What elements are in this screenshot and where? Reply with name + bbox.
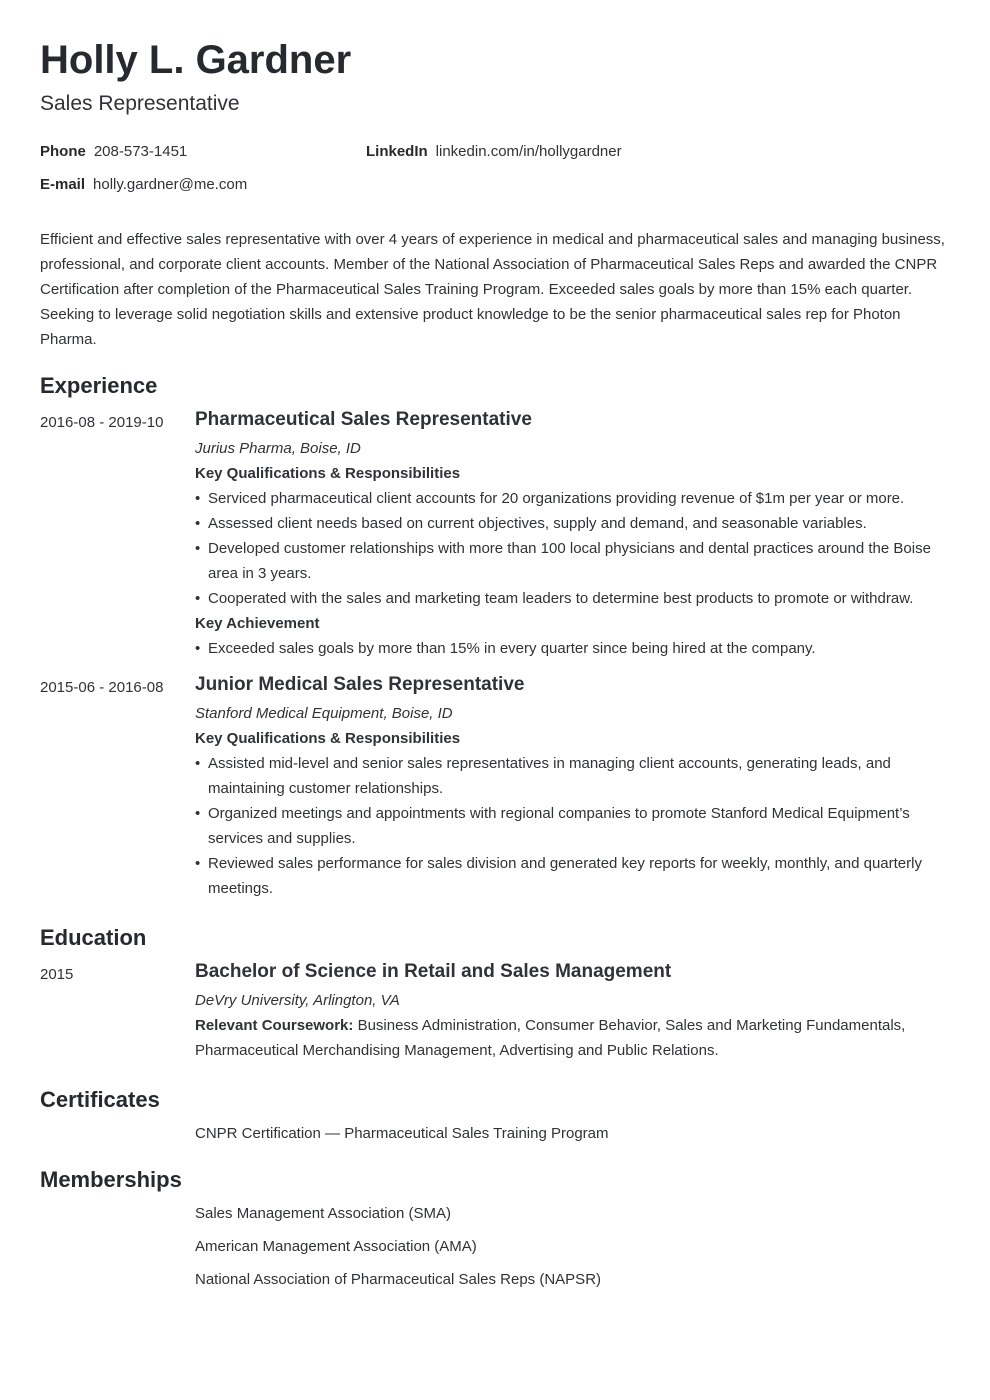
list-item: • Exceeded sales goals by more than 15% in every quarter since being hired at the company. — [195, 636, 950, 661]
linkedin-label: LinkedIn — [366, 143, 428, 160]
responsibilities-list — [195, 486, 950, 611]
list-item: • Organized meetings and appointments with regional companies to promote Stanford Medical Equipment’s services and supplies. — [195, 801, 950, 851]
degree-title: Bachelor of Science in Retail and Sales Management — [195, 961, 672, 982]
education-heading: Education — [40, 925, 147, 950]
coursework-label: Relevant Coursework: — [195, 1017, 354, 1034]
email-value[interactable]: holly.gardner@me.com — [93, 176, 248, 193]
qualifications-heading: Key Qualifications & Responsibilities — [195, 465, 461, 482]
list-item: • Assisted mid-level and senior sales representatives in managing client accounts, generating leads, and maintaining customer relationships. — [195, 751, 950, 801]
contact-email — [40, 175, 247, 195]
job-title: Junior Medical Sales Representative — [195, 674, 525, 695]
list-item: • Assessed client needs based on current objectives, supply and demand, and seasonable variables. — [195, 511, 950, 536]
membership-item: American Management Association (AMA) — [195, 1238, 477, 1255]
job-title: Pharmaceutical Sales Representative — [195, 409, 532, 430]
school-name: DeVry University, Arlington, VA — [195, 992, 400, 1009]
contact-linkedin — [366, 142, 622, 162]
email-label: E-mail — [40, 176, 86, 193]
coursework-text: Business Administration, Consumer Behavior, Sales and Marketing Fundamentals, Pharmaceutical Merchandising Management, Advertising and Public Relations. — [195, 1017, 906, 1059]
qualifications-heading: Key Qualifications & Responsibilities — [195, 730, 461, 747]
job-body — [195, 410, 950, 661]
responsibilities-list — [195, 751, 950, 901]
education-year: 2015 — [40, 966, 74, 983]
certificates-heading: Certificates — [40, 1087, 160, 1112]
contact-phone — [40, 142, 187, 162]
coursework — [195, 1013, 950, 1063]
membership-item: National Association of Pharmaceutical Sales Reps (NAPSR) — [195, 1271, 602, 1288]
education-body — [195, 962, 950, 1063]
summary-text: Efficient and effective sales representative with over 4 years of experience in medical and pharmaceutical sales and managing business, professional, and corporate client accounts. Member of the National Association of Pharmaceutical Sales Reps and awarded the CNPR Certification after completion of the Pharmaceutical Sales Training Program. Exceeded sales goals by more than 15% each quarter. Seeking to leverage solid negotiation skills and extensive product knowledge to be the senior pharmaceutical sales rep for Photon Pharma. — [40, 231, 945, 348]
certificate-item: CNPR Certification — Pharmaceutical Sales Training Program — [195, 1125, 609, 1142]
list-item: • Reviewed sales performance for sales division and generated key reports for weekly, monthly, and quarterly meetings. — [195, 851, 950, 901]
list-item: • Cooperated with the sales and marketing team leaders to determine best products to promote or withdraw. — [195, 586, 950, 611]
experience-heading: Experience — [40, 373, 158, 398]
list-item: • Serviced pharmaceutical client accounts for 20 organizations providing revenue of $1m per year or more. — [195, 486, 950, 511]
achievements-list — [195, 636, 950, 661]
job-dates: 2015-06 - 2016-08 — [40, 679, 164, 696]
linkedin-value[interactable]: linkedin.com/in/hollygardner — [435, 143, 622, 160]
phone-value: 208-573-1451 — [93, 143, 188, 160]
candidate-role: Sales Representative — [40, 92, 240, 115]
membership-item: Sales Management Association (SMA) — [195, 1205, 451, 1222]
job-dates: 2016-08 - 2019-10 — [40, 414, 164, 431]
job-company: Jurius Pharma, Boise, ID — [195, 440, 361, 457]
phone-label: Phone — [40, 143, 86, 160]
achievement-heading: Key Achievement — [195, 615, 320, 632]
job-company: Stanford Medical Equipment, Boise, ID — [195, 705, 453, 722]
memberships-heading: Memberships — [40, 1167, 182, 1192]
candidate-name: Holly L. Gardner — [40, 38, 352, 82]
job-body — [195, 675, 950, 901]
list-item: • Developed customer relationships with more than 100 local physicians and dental practices around the Boise area in 3 years. — [195, 536, 950, 586]
